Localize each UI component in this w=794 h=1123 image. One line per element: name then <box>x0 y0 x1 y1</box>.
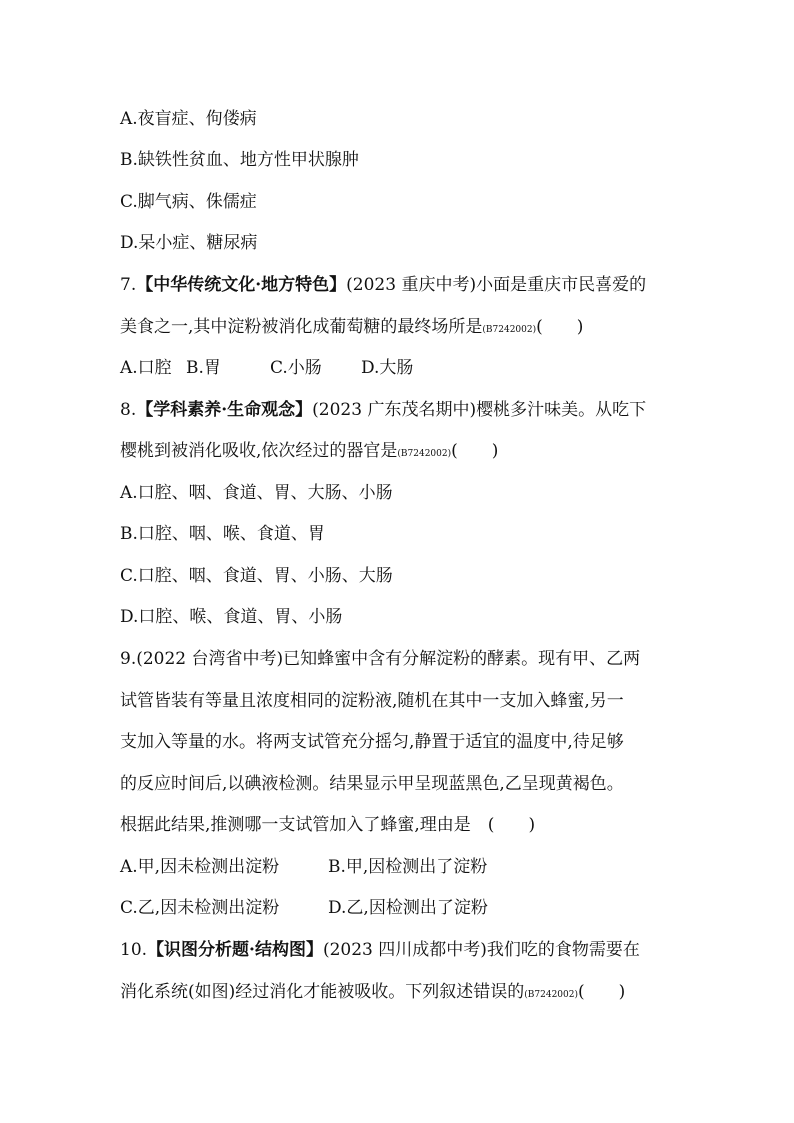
q8-option-b: B.口腔、咽、喉、食道、胃 <box>120 524 325 544</box>
q6-option-d: D.呆小症、糖尿病 <box>120 233 258 253</box>
q7-options <box>120 356 413 380</box>
q10-answer-paren: ( ) <box>577 982 626 1002</box>
q7-option-d: D.大肠 <box>361 358 414 378</box>
q10-stem-line1 <box>120 938 640 962</box>
q6-option-b: B.缺铁性贫血、地方性甲状腺肿 <box>120 150 359 170</box>
q6-option-a: A.夜盲症、佝偻病 <box>120 109 257 129</box>
q10-stem-rest: (2023 四川成都中考)我们吃的食物需要在 <box>322 940 640 960</box>
q10-code: (B7242002) <box>524 990 578 1000</box>
q7-tag: 【中华传统文化·地方特色】 <box>136 275 347 295</box>
q8-answer-paren: ( ) <box>451 441 499 461</box>
q7-option-c: C.小肠 <box>270 358 322 378</box>
q7-answer-paren: ( ) <box>536 317 584 337</box>
q9-stem-line5: 根据此结果,推测哪一支试管加入了蜂蜜,理由是 ( ) <box>120 815 536 835</box>
q7-stem-text: 美食之一,其中淀粉被消化成葡萄糖的最终场所是 <box>120 317 483 337</box>
q10-stem-text: 消化系统(如图)经过消化才能被吸收。下列叙述错误的 <box>120 982 525 1002</box>
q7-code: (B7242002) <box>482 325 537 335</box>
q8-option-a: A.口腔、咽、食道、胃、大肠、小肠 <box>120 483 393 503</box>
q8-stem-rest: (2023 广东茂名期中)樱桃多汁味美。从吃下 <box>312 400 647 420</box>
q8-tag: 【学科素养·生命观念】 <box>136 400 313 420</box>
q8-stem-line2 <box>120 439 498 463</box>
q8-stem-text: 樱桃到被消化吸收,依次经过的器官是 <box>120 441 398 461</box>
q8-option-d: D.口腔、喉、食道、胃、小肠 <box>120 607 343 627</box>
q9-option-a: A.甲,因未检测出淀粉 <box>120 857 280 877</box>
q9-option-c: C.乙,因未检测出淀粉 <box>120 898 280 918</box>
q8-number: 8. <box>120 400 137 420</box>
q6-option-c: C.脚气病、侏儒症 <box>120 192 257 212</box>
q10-stem-line2 <box>120 980 625 1004</box>
q9-option-b: B.甲,因检测出了淀粉 <box>328 857 488 877</box>
q8-stem-line1 <box>120 398 646 422</box>
q10-tag: 【识图分析题·结构图】 <box>147 940 323 960</box>
q9-stem-line4: 的反应时间后,以碘液检测。结果显示甲呈现蓝黑色,乙呈现黄褐色。 <box>120 774 624 794</box>
q7-stem-rest: (2023 重庆中考)小面是重庆市民喜爱的 <box>346 275 647 295</box>
q8-option-c: C.口腔、咽、食道、胃、小肠、大肠 <box>120 566 393 586</box>
q9-stem-line1: 9.(2022 台湾省中考)已知蜂蜜中含有分解淀粉的酵素。现有甲、乙两 <box>120 649 641 669</box>
q7-option-b: B.胃 <box>186 358 221 378</box>
q9-option-d: D.乙,因检测出了淀粉 <box>328 898 488 918</box>
q9-stem-line2: 试管皆装有等量且浓度相同的淀粉液,随机在其中一支加入蜂蜜,另一 <box>120 691 624 711</box>
q7-option-a: A.口腔 <box>120 358 172 378</box>
q7-stem-line2 <box>120 315 583 339</box>
q7-number: 7. <box>120 275 137 295</box>
q9-options-row1 <box>120 855 487 879</box>
q9-options-row2 <box>120 896 488 920</box>
q9-stem-line3: 支加入等量的水。将两支试管充分摇匀,静置于适宜的温度中,待足够 <box>120 732 624 752</box>
q10-number: 10. <box>120 940 148 960</box>
q7-stem-line1 <box>120 273 646 297</box>
q8-code: (B7242002) <box>397 449 452 459</box>
